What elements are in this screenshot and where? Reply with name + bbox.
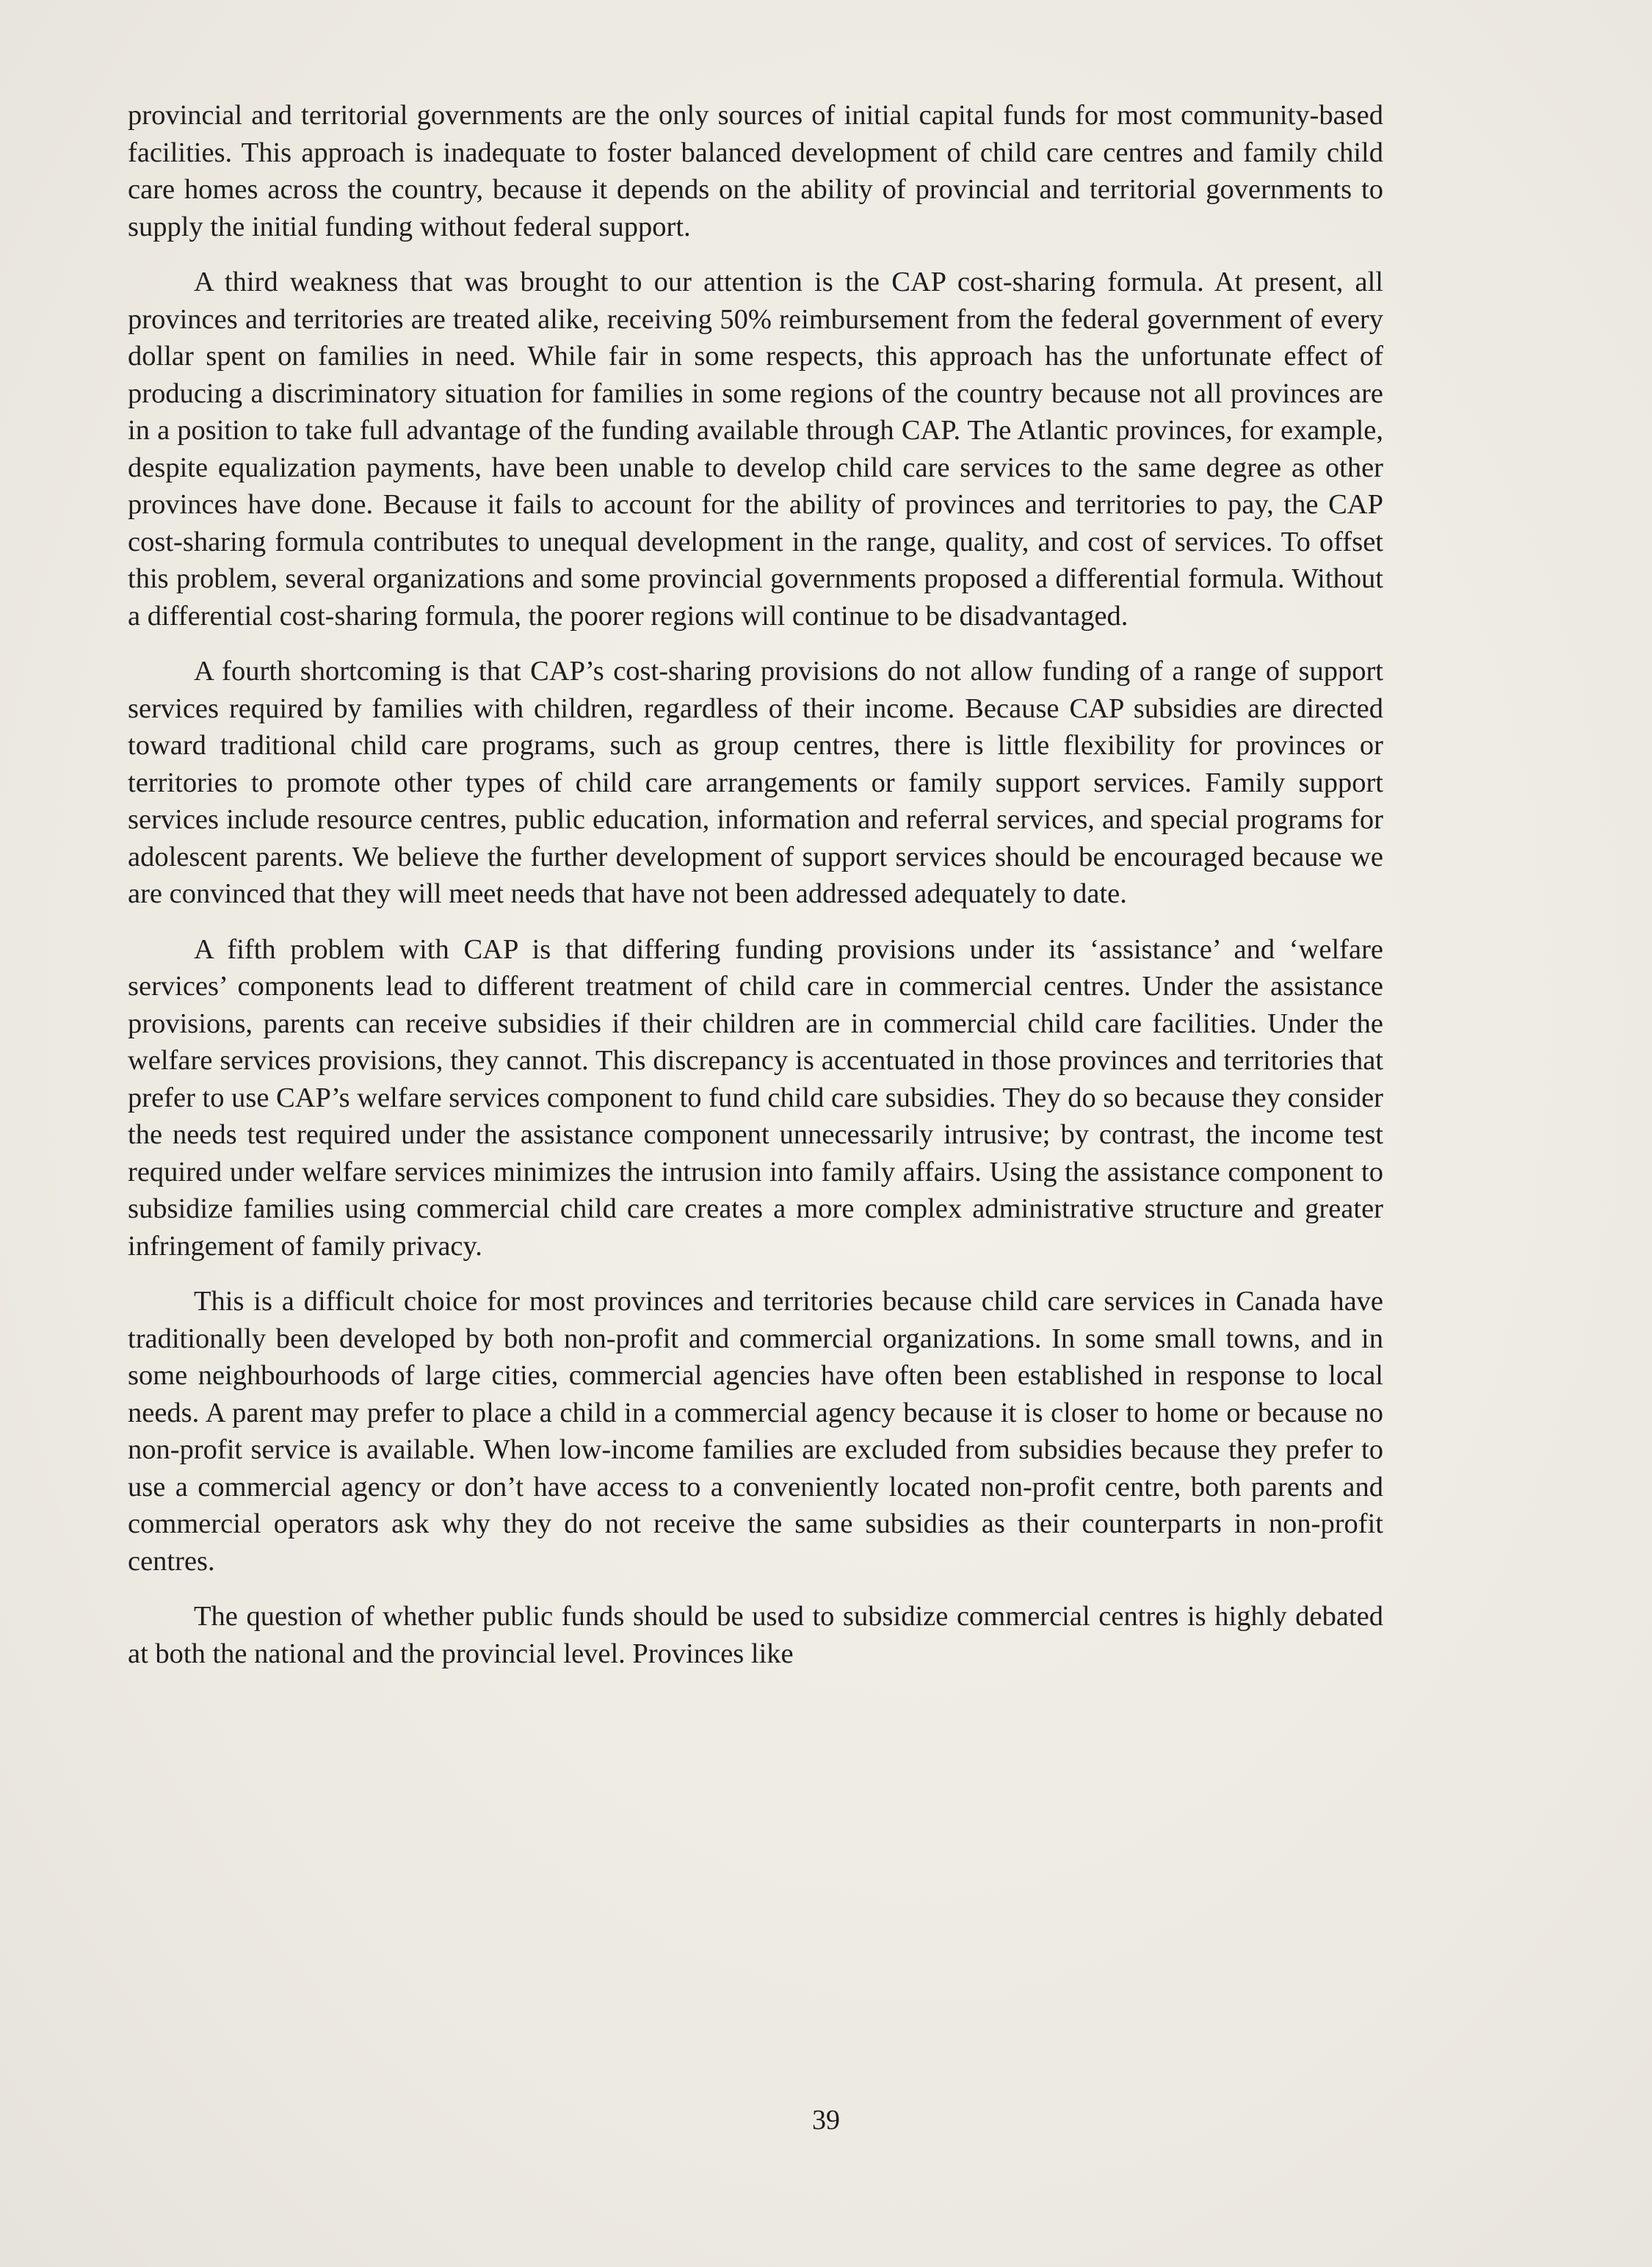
paragraph-fourth-shortcoming: A fourth shortcoming is that CAP’s cost-sharing provisions do not allow funding of a range of support services required by families with children, regardless of their income. Because CAP subsidies are directed toward traditional child care programs, such as group centres, there is little flexibility for provinces or territories to promote other types of child care arrangements or family support services. Family support services include resource centres, public education, information and referral services, and special programs for adolescent parents. We believe the further development of support services should be encouraged because we are convinced that they will meet needs that have not been addressed adequately to date. [128,656,1383,909]
paragraph-third-weakness: A third weakness that was brought to our attention is the CAP cost-sharing formula. At present, all provinces and territories are treated alike, receiving 50% reimbursement from the federal government of every dollar spent on families in need. While fair in some respects, this approach has the unfortunate effect of producing a discriminatory situation for families in some regions of the country because not all provinces are in a position to take full advantage of the funding available through CAP. The Atlantic provinces, for example, despite equalization payments, have been unable to develop child care services to the same degree as other provinces have done. Because it fails to account for the ability of provinces and territories to pay, the CAP cost-sharing formula contributes to unequal development in the range, quality, and cost of services. To offset this problem, several organizations and some provincial governments proposed a differential formula. Without a differential cost-sharing formula, the poorer regions will continue to be disadvantaged. [128,267,1383,632]
paragraph-fifth-problem: A fifth problem with CAP is that differing funding provisions under its ‘assistance’ and ‘welfare services’ components lead to different treatment of child care in commercial centres. Under the assistance provisions, parents can receive subsidies if their children are in commercial child care facilities. Under the welfare services provisions, they cannot. This discrepancy is accentuated in those provinces and territories that prefer to use CAP’s welfare services component to fund child care subsidies. They do so because they consider the needs test required under the assistance component unnecessarily intrusive; by contrast, the income test required under welfare services minimizes the intrusion into family affairs. Using the assistance component to subsidize families using commercial child care creates a more complex administrative structure and greater infringement of family privacy. [128,933,1383,1262]
paragraph-difficult-choice: This is a difficult choice for most provinces and territories because child care services in Canada have traditionally been developed by both non-profit and commercial organizations. In some small towns, and in some neighbourhoods of large cities, commercial agencies have often been established in response to local needs. A parent may prefer to place a child in a commercial agency because it is closer to home or because no non-profit service is available. When low-income families are excluded from subsidies because they prefer to use a commercial agency or don’t have access to a conveniently located non-profit centre, both parents and commercial operators ask why they do not receive the same subsidies as their counterparts in non-profit centres. [128,1286,1383,1577]
body-text [128,97,1383,1691]
paragraph-public-funds-question: The question of whether public funds should be used to subsidize commercial centres is highly debated at both the national and the provincial level. Provinces like [128,1601,1383,1669]
paragraph-continuation: provincial and territorial governments are the only sources of initial capital funds for most community-based facilities. This approach is inadequate to foster balanced development of child care centres and family child care homes across the country, because it depends on the ability of provincial and territorial governments to supply the initial funding without federal support. [128,100,1383,242]
page-number: 39 [812,2105,840,2136]
